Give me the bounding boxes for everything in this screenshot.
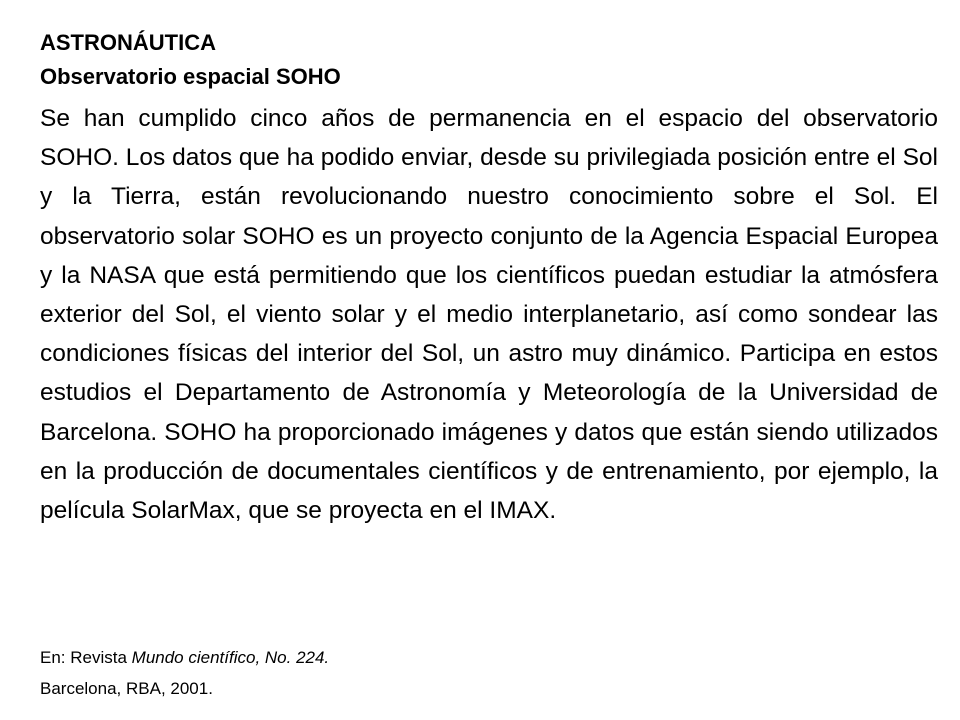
citation-line-1 (40, 642, 329, 673)
citation-prefix: En: Revista (40, 648, 132, 667)
section-heading: ASTRONÁUTICA (40, 30, 216, 55)
citation-line-2: Barcelona, RBA, 2001. (40, 679, 213, 698)
citation-publication: Mundo científico, No. 224. (131, 648, 330, 667)
article-container (40, 26, 938, 530)
article-title: Observatorio espacial SOHO (40, 64, 341, 89)
source-citation (40, 642, 329, 704)
article-body: Se han cumplido cinco años de permanencia en el espacio del observatorio SOHO. Los datos que ha podido enviar, desde su privilegiada posición entre el Sol y la Tierra, están revolucionando nuestro conocimiento sobre el Sol. El observatorio solar SOHO es un proyecto conjunto de la Agencia Espacial Europea y la NASA que está permitiendo que los científicos puedan estudiar la atmósfera exterior del Sol, el viento solar y el medio interplanetario, así como sondear las condiciones físicas del interior del Sol, un astro muy dinámico. Participa en estos estudios el Departamento de Astronomía y Meteorología de la Universidad de Barcelona. SOHO ha proporcionado imágenes y datos que están siendo utilizados en la producción de documentales científicos y de entrenamiento, por ejemplo, la película SolarMax, que se proyecta en el IMAX. (40, 105, 938, 525)
